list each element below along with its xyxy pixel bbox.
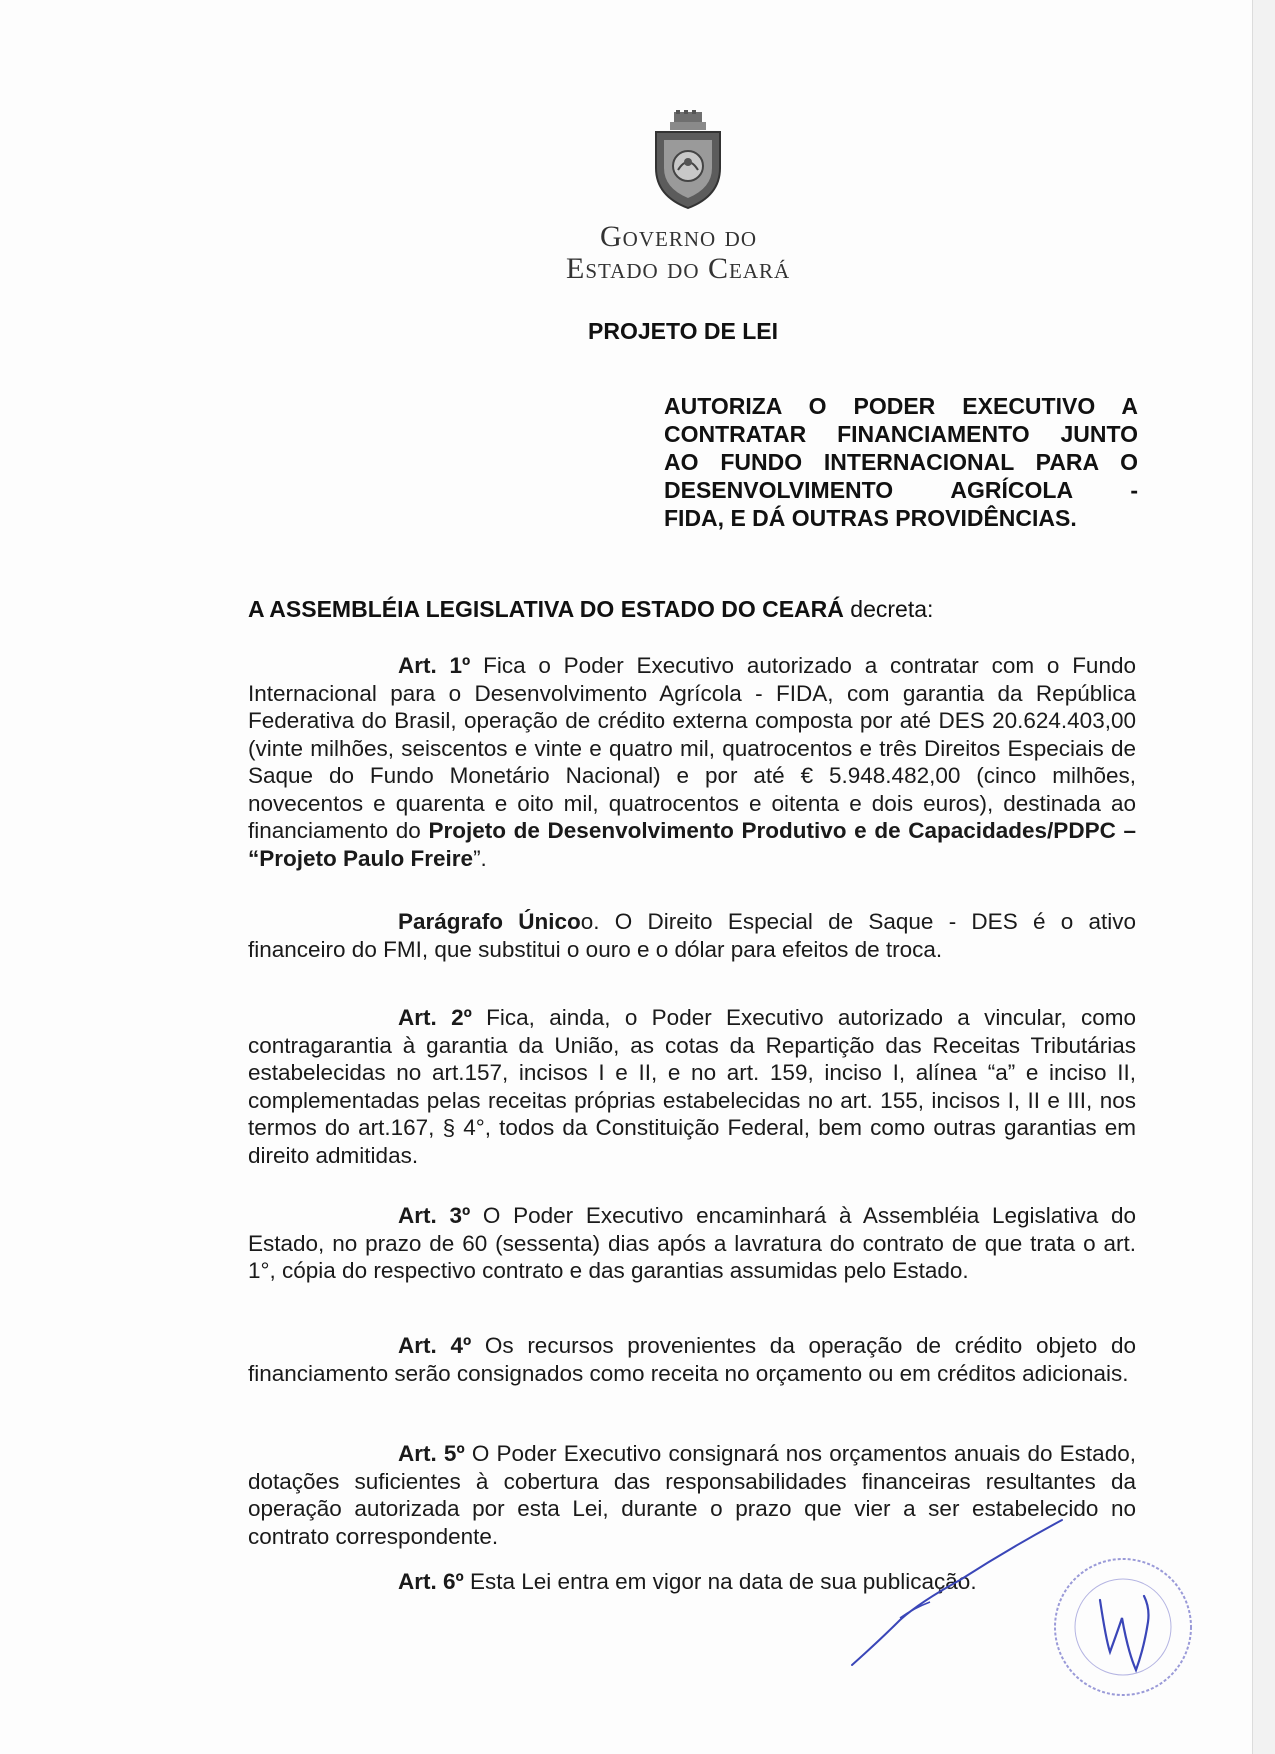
ementa-line: CONTRATAR FINANCIAMENTO JUNTO (664, 421, 1138, 447)
office-stamp (1048, 1552, 1198, 1702)
decree-line (248, 596, 933, 623)
article-label: Art. 4º (398, 1333, 472, 1358)
article-text: O Poder Executivo consignará nos orçamentos anuais do Estado, dotações suficientes à cobertura das responsabilidades financeiras resultantes da operação autorizada por esta Lei, durante o prazo que vier a ser estabelecido no contrato correspondente. (248, 1441, 1136, 1549)
article-text: Os recursos provenientes da operação de crédito objeto do financiamento serão consignados como receita no orçamento ou em créditos adicionais. (248, 1333, 1136, 1386)
paragraph-label: Parágrafo Único (398, 909, 581, 934)
article-text: Fica o Poder Executivo autorizado a contratar com o Fundo Internacional para o Desenvolvimento Agrícola - FIDA, com garantia da República Federativa do Brasil, operação de crédito externa composta por até DES 20.624.403,00 (vinte milhões, seiscentos e vinte e quatro mil, quatrocentos e três Direitos Especiais de Saque do Fundo Monetário Nacional) e por até € 5.948.482,00 (cinco milhões, novecentos e quarenta e oito mil, quatrocentos e oitenta e dois euros), destinada ao financiamento do (248, 653, 1136, 843)
article-label: Art. 3º (398, 1203, 471, 1228)
paragraph-text: o. O Direito Especial de Saque - DES é o ativo financeiro do FMI, que substitui o ouro e o dólar para efeitos de troca. (248, 909, 1136, 962)
article-text: O Poder Executivo encaminhará à Assembléia Legislativa do Estado, no prazo de 60 (sessenta) dias após a lavratura do contrato de que trata o art. 1°, cópia do respectivo contrato e das garantias assumidas pelo Estado. (248, 1203, 1136, 1283)
ementa-line: AO FUNDO INTERNACIONAL PARA O (664, 449, 1138, 475)
ementa-line: DESENVOLVIMENTO AGRÍCOLA - (664, 477, 1138, 503)
article-text: Fica, ainda, o Poder Executivo autorizado a vincular, como contragarantia à garantia da União, as cotas da Repartição das Receitas Tributárias estabelecidas no art.157, incisos I e II, e no art. 159, inciso I, alínea “a” e inciso II, complementadas pelas receitas próprias estabelecidas no art. 155, incisos I, II e III, nos termos do art.167, § 4°, todos da Constituição Federal, bem como outras garantias em direito admitidas. (248, 1005, 1136, 1168)
ementa-line: FIDA, E DÁ OUTRAS PROVIDÊNCIAS. (664, 505, 1077, 531)
article-4 (248, 1332, 1136, 1387)
article-1 (248, 652, 1136, 872)
decree-subject: A ASSEMBLÉIA LEGISLATIVA DO ESTADO DO CEARÁ (248, 596, 844, 622)
document-type: PROJETO DE LEI (588, 318, 779, 344)
government-name-line-2: Estado do Ceará (566, 252, 791, 285)
scan-edge (1252, 0, 1275, 1754)
article-text: Esta Lei entra em vigor na data de sua publicação. (470, 1569, 977, 1594)
government-name-line-1: Governo do (600, 220, 757, 253)
article-label: Art. 1º (398, 653, 471, 678)
article-label: Art. 6º (398, 1569, 464, 1594)
article-label: Art. 5º (398, 1441, 465, 1466)
signature-mark (840, 1490, 1070, 1670)
ementa-line: AUTORIZA O PODER EXECUTIVO A (664, 393, 1138, 419)
paragraph-unico (248, 908, 1136, 963)
article-label: Art. 2º (398, 1005, 472, 1030)
project-name: Projeto de Desenvolvimento Produtivo e de Capacidades/PDPC – “Projeto Paulo Freire (248, 818, 1136, 871)
article-3 (248, 1202, 1136, 1285)
coat-of-arms-icon (648, 110, 728, 210)
article-2 (248, 1004, 1136, 1169)
article-text-end: ”. (473, 845, 487, 871)
ementa (664, 392, 1138, 532)
decree-verb: decreta: (850, 596, 934, 622)
